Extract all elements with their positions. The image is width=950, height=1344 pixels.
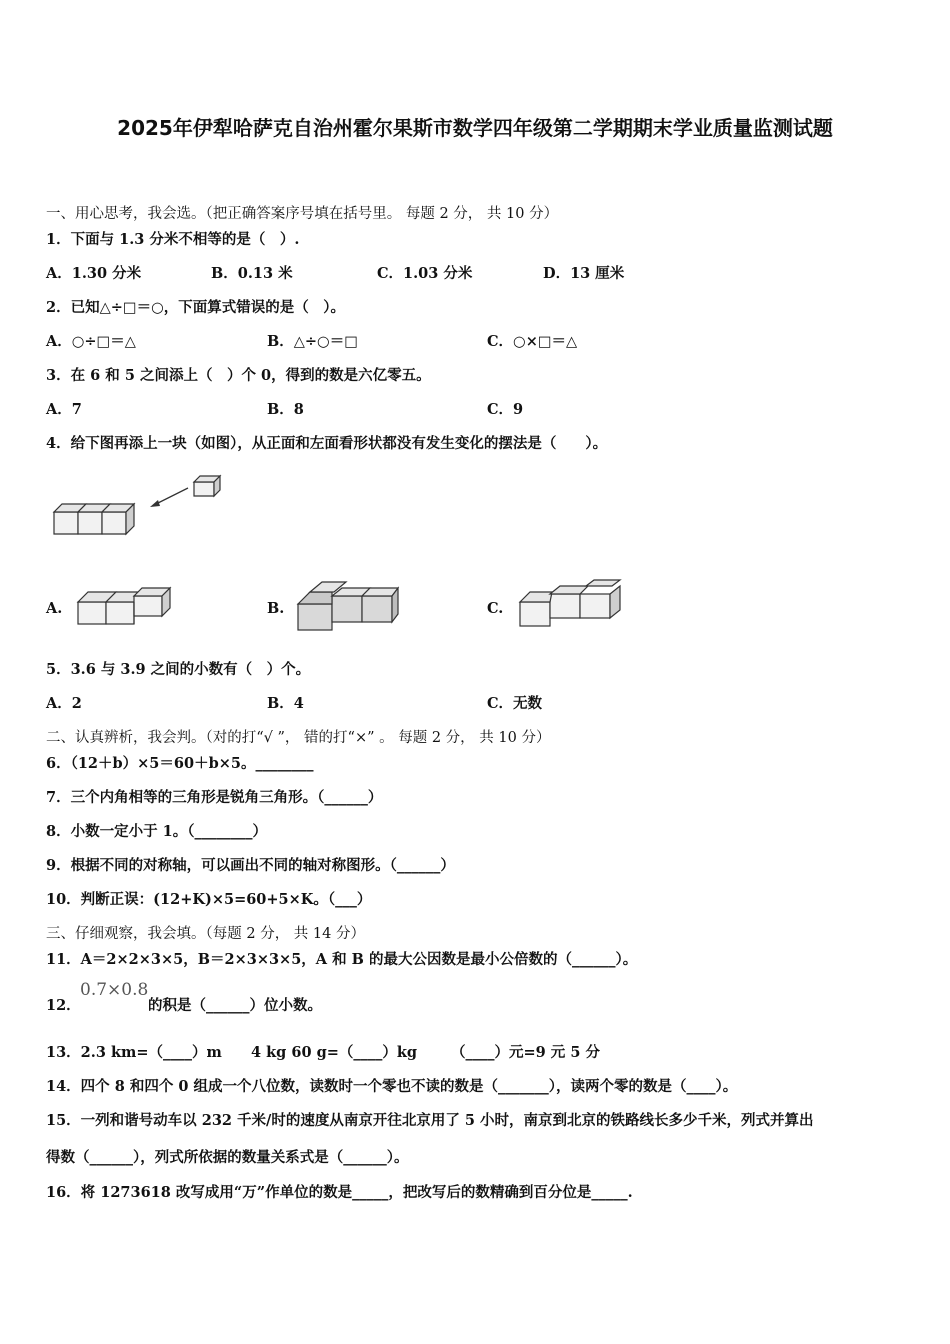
q3-option-a[interactable]: A．7 [46,401,82,418]
question-3: 3．在 6 和 5 之间添上（ ）个 0，得到的数是六亿零五。 [46,367,431,384]
section-2-heading: 二、认真辨析，我会判。（对的打“√ ”， 错的打“×” 。 每题 2 分， 共 10 分） [46,730,551,746]
question-7: 7．三个内角相等的三角形是锐角三角形。（______） [46,789,383,806]
question-15-line-2: 得数（______），列式所依据的数量关系式是（______）。 [46,1149,409,1166]
question-13-part-2: 4 kg 60 g=（____）kg [251,1044,418,1061]
question-1: 1．下面与 1.3 分米不相等的是（ ）. [46,231,300,248]
q4-option-a[interactable]: A. [46,600,63,617]
q4-cube-figure [48,466,238,542]
q3-option-b[interactable]: B．8 [267,401,304,418]
q1-option-c[interactable]: C．1.03 分米 [377,265,473,282]
q2-option-c[interactable]: C．○×□＝△ [487,333,578,350]
question-9: 9．根据不同的对称轴，可以画出不同的轴对称图形。（______） [46,857,455,874]
q1-option-a[interactable]: A．1.30 分米 [46,265,142,282]
q4-option-b-figure [294,576,406,634]
question-16: 16．将 1273618 改写成用“万”作单位的数是_____，把改写后的数精确到百分位是_____. [46,1184,633,1201]
q3-option-c[interactable]: C．9 [487,401,524,418]
q1-option-b[interactable]: B．0.13 米 [211,265,293,282]
question-12-expression: 0.7×0.8 [80,980,149,1000]
q1-option-d[interactable]: D．13 厘米 [543,265,625,282]
question-10: 10．判断正误：(12+K)×5=60+5×K。（___） [46,891,372,908]
question-14: 14．四个 8 和四个 0 组成一个八位数，读数时一个零也不读的数是（_______），读两个零的数是（____）。 [46,1078,738,1095]
section-3-heading: 三、仔细观察，我会填。（每题 2 分， 共 14 分） [46,926,365,942]
q2-option-a[interactable]: A．○÷□＝△ [46,333,136,350]
section-1-heading: 一、用心思考，我会选。（把正确答案序号填在括号里。 每题 2 分， 共 10 分） [46,206,559,222]
question-13-part-3: （____）元=9 元 5 分 [451,1044,600,1061]
question-6: 6．（12＋b）×5＝60＋b×5。________ [46,755,314,772]
q5-option-a[interactable]: A．2 [46,695,82,712]
q5-option-b[interactable]: B．4 [267,695,304,712]
q4-option-b[interactable]: B. [267,600,285,617]
question-12-text: 的积是（______）位小数。 [148,997,322,1014]
question-8: 8．小数一定小于 1。（________） [46,823,267,840]
q5-option-c[interactable]: C．无数 [487,695,543,712]
question-15-line-1: 15．一列和谐号动车以 232 千米/时的速度从南京开往北京用了 5 小时，南京到北京的铁路线长多少千米，列式并算出 [46,1112,814,1129]
page-title: 2025年伊犁哈萨克自治州霍尔果斯市数学四年级第二学期期末学业质量监测试题 [117,116,833,140]
q4-option-c-figure [516,578,626,630]
q2-option-b[interactable]: B．△÷○＝□ [267,333,358,350]
question-2: 2．已知△÷□＝○，下面算式错误的是（ ）。 [46,299,345,316]
question-11: 11．A＝2×2×3×5，B＝2×3×3×5，A 和 B 的最大公因数是最小公倍数的（______）。 [46,951,638,968]
q4-option-a-figure [74,582,178,628]
question-13-part-1: 13．2.3 km=（____）m [46,1044,222,1061]
question-12-number: 12． [46,997,81,1014]
question-5: 5．3.6 与 3.9 之间的小数有（ ）个。 [46,661,311,678]
question-4: 4．给下图再添上一块（如图），从正面和左面看形状都没有发生变化的摆法是（ ）。 [46,435,608,452]
q4-option-c[interactable]: C. [487,600,504,617]
